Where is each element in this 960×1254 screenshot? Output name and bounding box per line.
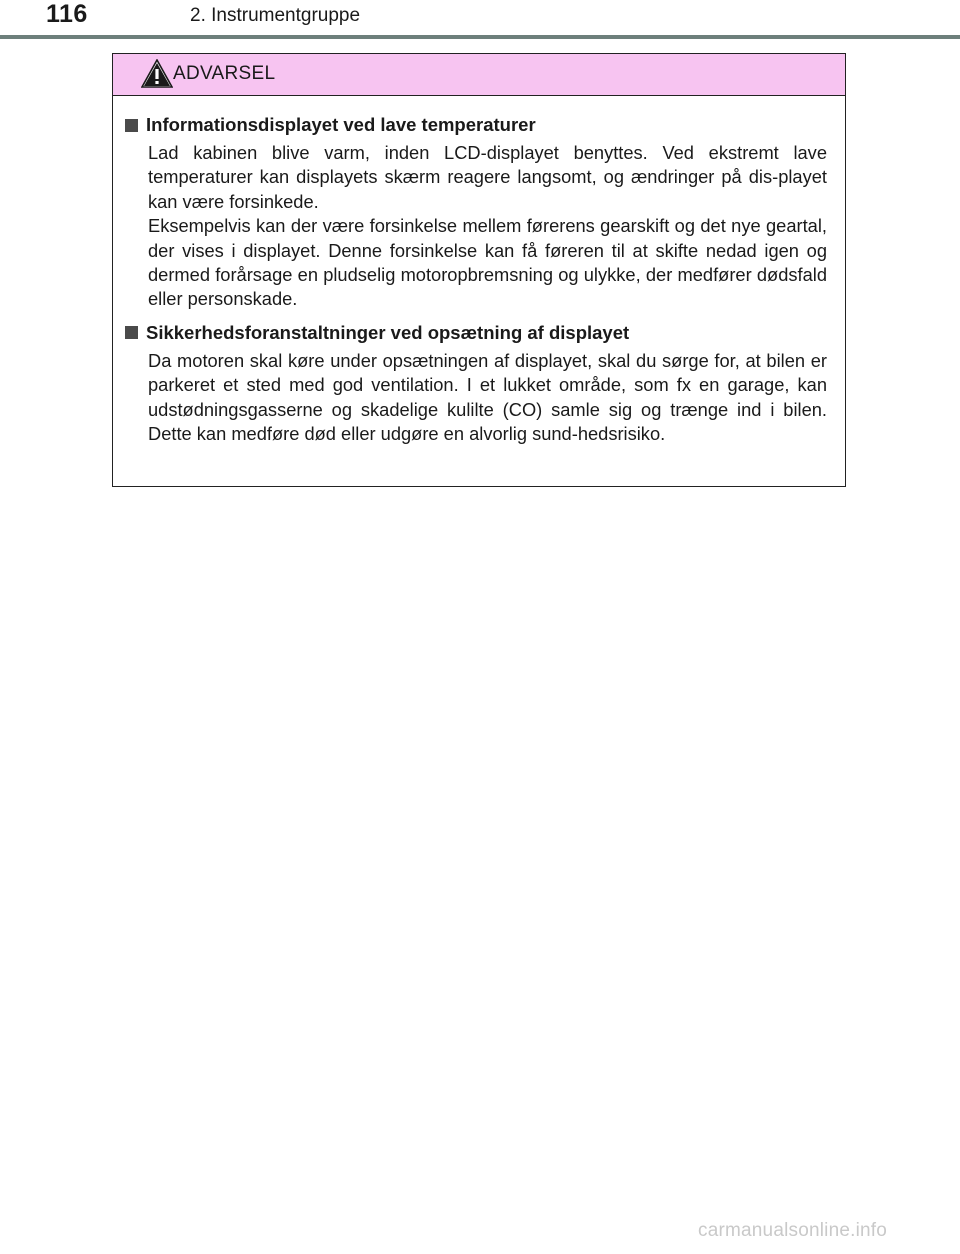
- square-bullet-icon: [125, 326, 138, 339]
- item-paragraph: Eksempelvis kan der være forsinkelse mellem førerens gearskift og det nye geartal, der vises i displayet. Denne forsinkelse kan få føreren til at skifte nedad igen og dermed forårsage en pludselig motoropbremsning og ulykke, der medfører dødsfald eller personskade.: [148, 215, 827, 310]
- item-text: [148, 141, 827, 312]
- item-text: [148, 349, 827, 447]
- page-number: 116: [46, 0, 88, 28]
- watermark: carmanualsonline.info: [698, 1220, 888, 1241]
- section-title: 2. Instrumentgruppe: [190, 5, 361, 26]
- item-title: [125, 113, 827, 137]
- warning-item-display-setup: [125, 321, 827, 447]
- header-divider: [0, 35, 960, 39]
- item-title: [125, 321, 827, 345]
- item-title-text: Informationsdisplayet ved lave temperaturer: [146, 114, 536, 135]
- warning-label: ADVARSEL: [173, 63, 276, 84]
- item-title-text: Sikkerhedsforanstaltninger ved opsætning af displayet: [146, 321, 630, 343]
- warning-triangle-icon: [141, 59, 173, 89]
- page-header: [0, 0, 960, 40]
- item-paragraph: Lad kabinen blive varm, inden LCD-displayet benyttes. Ved ekstremt lave temperaturer kan displayets skærm reagere langsomt, og ændringer på dis-playet kan være forsinkede.: [148, 142, 827, 212]
- square-bullet-icon: [125, 119, 138, 132]
- warning-box: [112, 53, 846, 487]
- item-paragraph: Da motoren skal køre under opsætningen af displayet, skal du sørge for, at bilen er parkeret et sted med god ventilation. I et lukket område, som fx en garage, kan udstødningsgasserne og skadelige kulilte (CO) samle sig og trænge ind i bilen. Dette kan medføre død eller udgøre en alvorlig sund-hedsrisiko.: [148, 349, 827, 445]
- warning-body: [113, 96, 845, 446]
- warning-header: [113, 54, 845, 96]
- warning-item-low-temperature: [125, 113, 827, 312]
